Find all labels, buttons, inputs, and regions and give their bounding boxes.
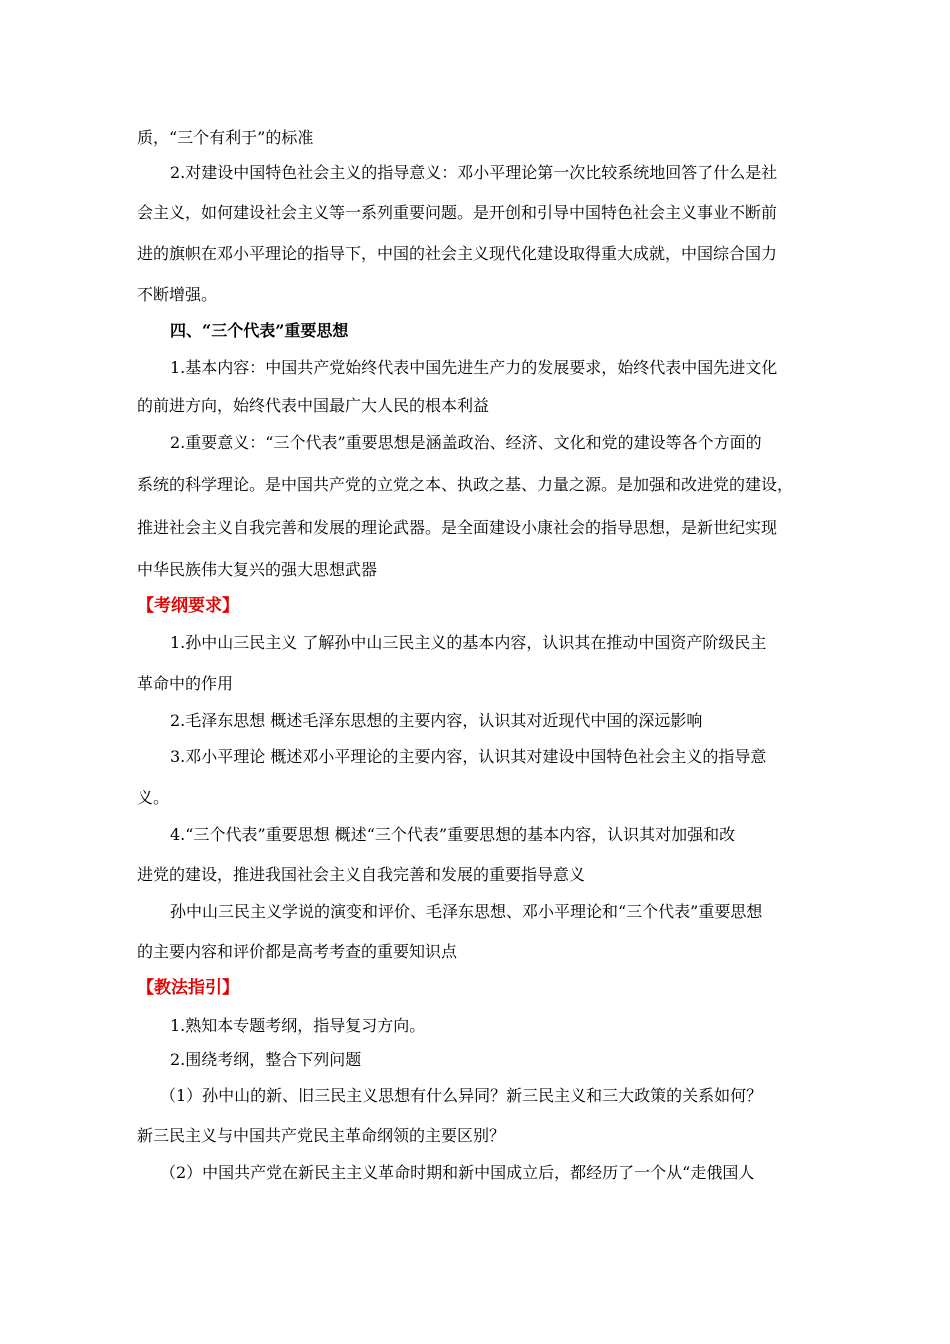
paragraph-line: 2.重要意义：“三个代表”重要思想是涵盖政治、经济、文化和党的建设等各个方面的 <box>170 433 762 452</box>
paragraph-line: 进的旗帜在邓小平理论的指导下，中国的社会主义现代化建设取得重大成就，中国综合国力 <box>137 244 778 263</box>
paragraph-line: 义。 <box>137 788 170 807</box>
paragraph-line: 系统的科学理论。是中国共产党的立党之本、执政之基、力量之源。是加强和改进党的建设， <box>137 475 794 494</box>
paragraph-line: 质，“三个有利于”的标准 <box>137 128 314 147</box>
paragraph-line: 2.毛泽东思想 概述毛泽东思想的主要内容，认识其对近现代中国的深远影响 <box>170 711 703 730</box>
paragraph-line: 2.对建设中国特色社会主义的指导意义：邓小平理论第一次比较系统地回答了什么是社 <box>170 163 778 182</box>
paragraph-line: 的主要内容和评价都是高考考查的重要知识点 <box>137 942 458 961</box>
paragraph-line: 推进社会主义自我完善和发展的理论武器。是全面建设小康社会的指导思想，是新世纪实现 <box>137 518 778 537</box>
paragraph-line: （1）孙中山的新、旧三民主义思想有什么异同？新三民主义和三大政策的关系如何？ <box>160 1086 763 1105</box>
paragraph-line: 会主义，如何建设社会主义等一系列重要问题。是开创和引导中国特色社会主义事业不断前 <box>137 203 778 222</box>
section-heading: 四、“三个代表”重要思想 <box>170 321 349 340</box>
paragraph-line: 1.孙中山三民主义 了解孙中山三民主义的基本内容，认识其在推动中国资产阶级民主 <box>170 633 767 652</box>
section-heading-teaching-guide: 【教法指引】 <box>137 978 239 998</box>
paragraph-line: 新三民主义与中国共产党民主革命纲领的主要区别？ <box>137 1126 506 1145</box>
paragraph-line: 4.“三个代表”重要思想 概述“三个代表”重要思想的基本内容，认识其对加强和改 <box>170 825 736 844</box>
section-heading-exam-requirements: 【考纲要求】 <box>137 596 239 616</box>
paragraph-line: 3.邓小平理论 概述邓小平理论的主要内容，认识其对建设中国特色社会主义的指导意 <box>170 747 767 766</box>
paragraph-line: 2.围绕考纲，整合下列问题 <box>170 1050 362 1069</box>
paragraph-line: 革命中的作用 <box>137 674 234 693</box>
paragraph-line: 进党的建设，推进我国社会主义自我完善和发展的重要指导意义 <box>137 865 586 884</box>
paragraph-line: （2）中国共产党在新民主主义革命时期和新中国成立后，都经历了一个从“走俄国人 <box>160 1163 755 1182</box>
paragraph-line: 孙中山三民主义学说的演变和评价、毛泽东思想、邓小平理论和“三个代表”重要思想 <box>170 902 763 921</box>
paragraph-line: 的前进方向，始终代表中国最广大人民的根本利益 <box>137 396 490 415</box>
paragraph-line: 中华民族伟大复兴的强大思想武器 <box>137 560 378 579</box>
paragraph-line: 不断增强。 <box>137 285 218 304</box>
paragraph-line: 1.基本内容：中国共产党始终代表中国先进生产力的发展要求，始终代表中国先进文化 <box>170 358 778 377</box>
paragraph-line: 1.熟知本专题考纲，指导复习方向。 <box>170 1016 426 1035</box>
